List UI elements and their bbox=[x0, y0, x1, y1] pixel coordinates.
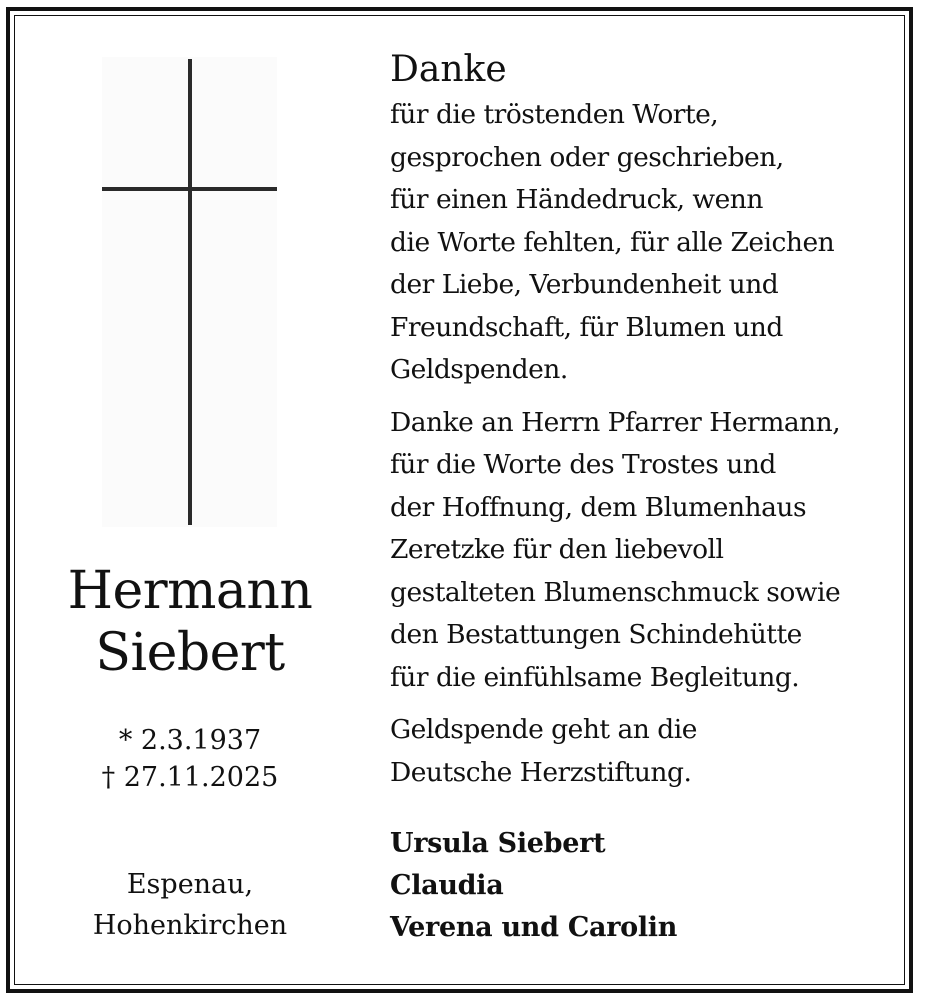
cross-vertical-bar bbox=[188, 59, 192, 525]
signatures bbox=[390, 823, 890, 949]
thank-you-heading: Danke bbox=[390, 49, 507, 90]
thank-you-paragraph-1: für die tröstenden Worte, gesprochen oder geschrieben, für einen Händedruck, wenn die Worte fehlten, für alle Zeichen der Liebe, Verbundenheit und Freundschaft, für Blumen und Geldspenden. bbox=[390, 99, 835, 385]
deceased-first-name: Hermann bbox=[67, 561, 313, 621]
residence bbox=[20, 864, 360, 946]
cross-icon bbox=[102, 57, 277, 527]
death-date: † 27.11.2025 bbox=[101, 762, 279, 793]
thank-you-text bbox=[390, 48, 890, 794]
cross-horizontal-bar bbox=[102, 187, 277, 191]
signature-name: Ursula Siebert bbox=[390, 828, 606, 859]
life-dates bbox=[20, 722, 360, 796]
signature-name: Verena und Carolin bbox=[390, 912, 678, 943]
thank-you-paragraph-2: Danke an Herrn Pfarrer Hermann, für die Worte des Trostes und der Hoffnung, dem Blumenhaus Zeretzke für den liebevoll gestalteten Blumenschmuck sowie den Bestattungen Schindehütte für die einfühlsame Begleitung. bbox=[390, 406, 841, 693]
place-line-2: Hohenkirchen bbox=[92, 910, 288, 941]
signature-name: Claudia bbox=[390, 870, 504, 901]
deceased-name bbox=[20, 560, 360, 684]
birth-date: * 2.3.1937 bbox=[118, 725, 262, 756]
deceased-last-name: Siebert bbox=[95, 623, 285, 683]
donation-note: Geldspende geht an die Deutsche Herzstiftung. bbox=[390, 714, 697, 788]
place-line-1: Espenau, bbox=[126, 869, 254, 900]
